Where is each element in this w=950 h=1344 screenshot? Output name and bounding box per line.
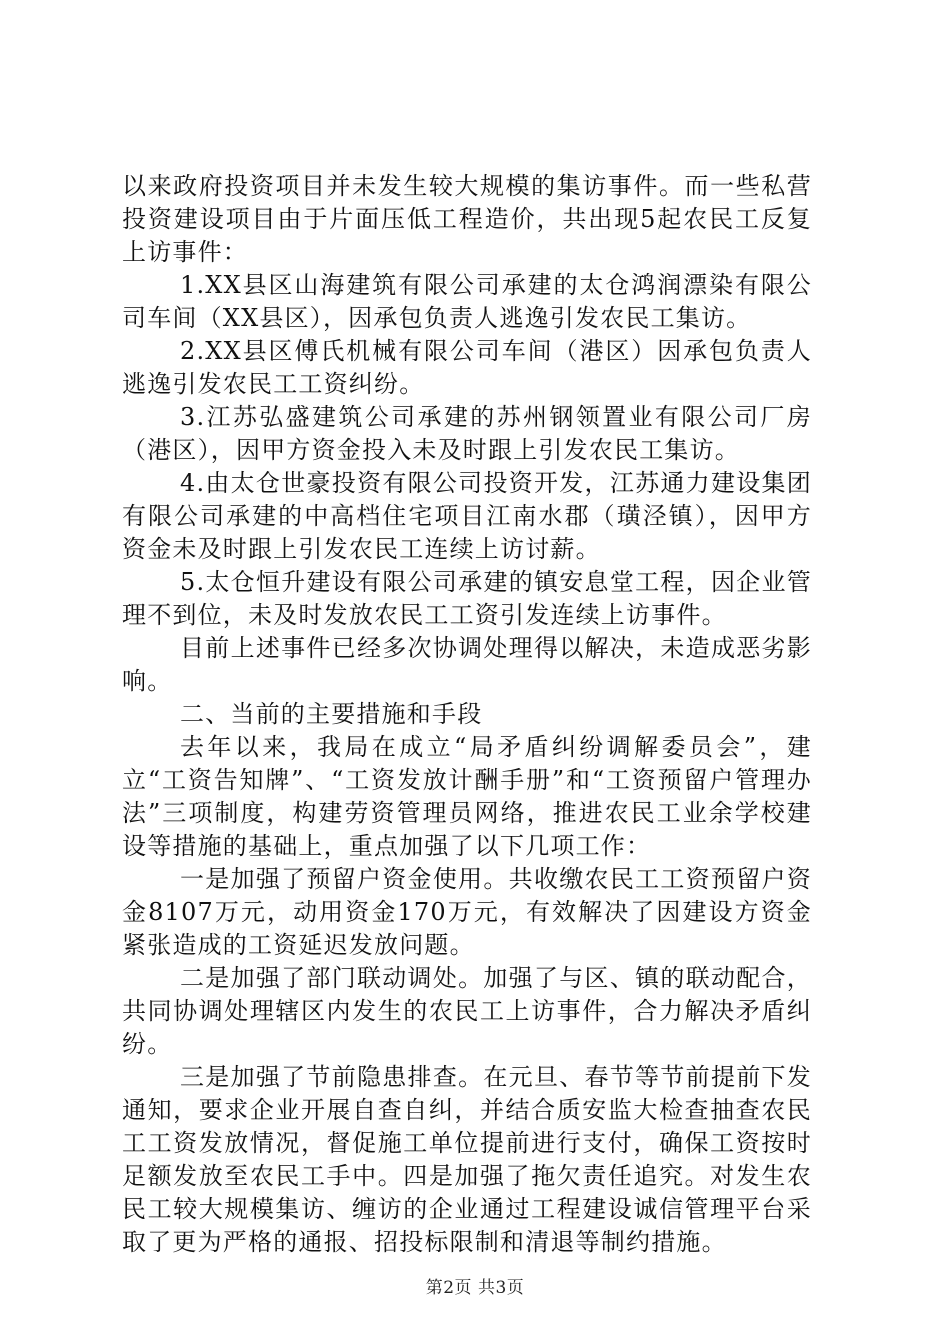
paragraph-item-5: 5.太仓恒升建设有限公司承建的镇安息堂工程，因企业管理不到位，未及时发放农民工工资引发连续上访事件。: [122, 568, 812, 629]
paragraph-item-4: 4.由太仓世豪投资有限公司投资开发，江苏通力建设集团有限公司承建的中高档住宅项目江南水郡（璜泾镇），因甲方资金未及时跟上引发农民工连续上访讨薪。: [122, 469, 812, 563]
paragraph-item-3: 3.江苏弘盛建筑公司承建的苏州钢领置业有限公司厂房（港区），因甲方资金投入未及时跟上引发农民工集访。: [122, 403, 812, 464]
paragraph-resolution: 目前上述事件已经多次协调处理得以解决，未造成恶劣影响。: [122, 634, 812, 695]
paragraph-item-2: 2.XX县区傅氏机械有限公司车间（港区）因承包负责人逃逸引发农民工工资纠纷。: [122, 337, 812, 398]
document-body: [122, 170, 812, 1259]
section-heading: 二、当前的主要措施和手段: [180, 700, 483, 728]
paragraph-measure-2: 二是加强了部门联动调处。加强了与区、镇的联动配合，共同协调处理辖区内发生的农民工上访事件，合力解决矛盾纠纷。: [122, 964, 812, 1058]
paragraph-measures-intro: 去年以来，我局在成立“局矛盾纠纷调解委员会”，建立“工资告知牌”、“工资发放计酬手册”和“工资预留户管理办法”三项制度，构建劳资管理员网络，推进农民工业余学校建设等措施的基础上，重点加强了以下几项工作：: [122, 733, 812, 860]
page-number-footer: 第2页 共3页: [425, 1278, 525, 1298]
paragraph-item-1: 1.XX县区山海建筑有限公司承建的太仓鸿润漂染有限公司车间（XX县区），因承包负责人逃逸引发农民工集访。: [122, 271, 812, 332]
paragraph-measure-1: 一是加强了预留户资金使用。共收缴农民工工资预留户资金8107万元，动用资金170万元，有效解决了因建设方资金紧张造成的工资延迟发放问题。: [122, 865, 812, 959]
paragraph-intro: 以来政府投资项目并未发生较大规模的集访事件。而一些私营投资建设项目由于片面压低工程造价，共出现5起农民工反复上访事件：: [122, 172, 812, 266]
paragraph-measure-3-4: 三是加强了节前隐患排查。在元旦、春节等节前提前下发通知，要求企业开展自查自纠，并结合质安监大检查抽查农民工工资发放情况，督促施工单位提前进行支付，确保工资按时足额发放至农民工手中。四是加强了拖欠责任追究。对发生农民工较大规模集访、缠访的企业通过工程建设诚信管理平台采取了更为严格的通报、招投标限制和清退等制约措施。: [122, 1063, 812, 1256]
